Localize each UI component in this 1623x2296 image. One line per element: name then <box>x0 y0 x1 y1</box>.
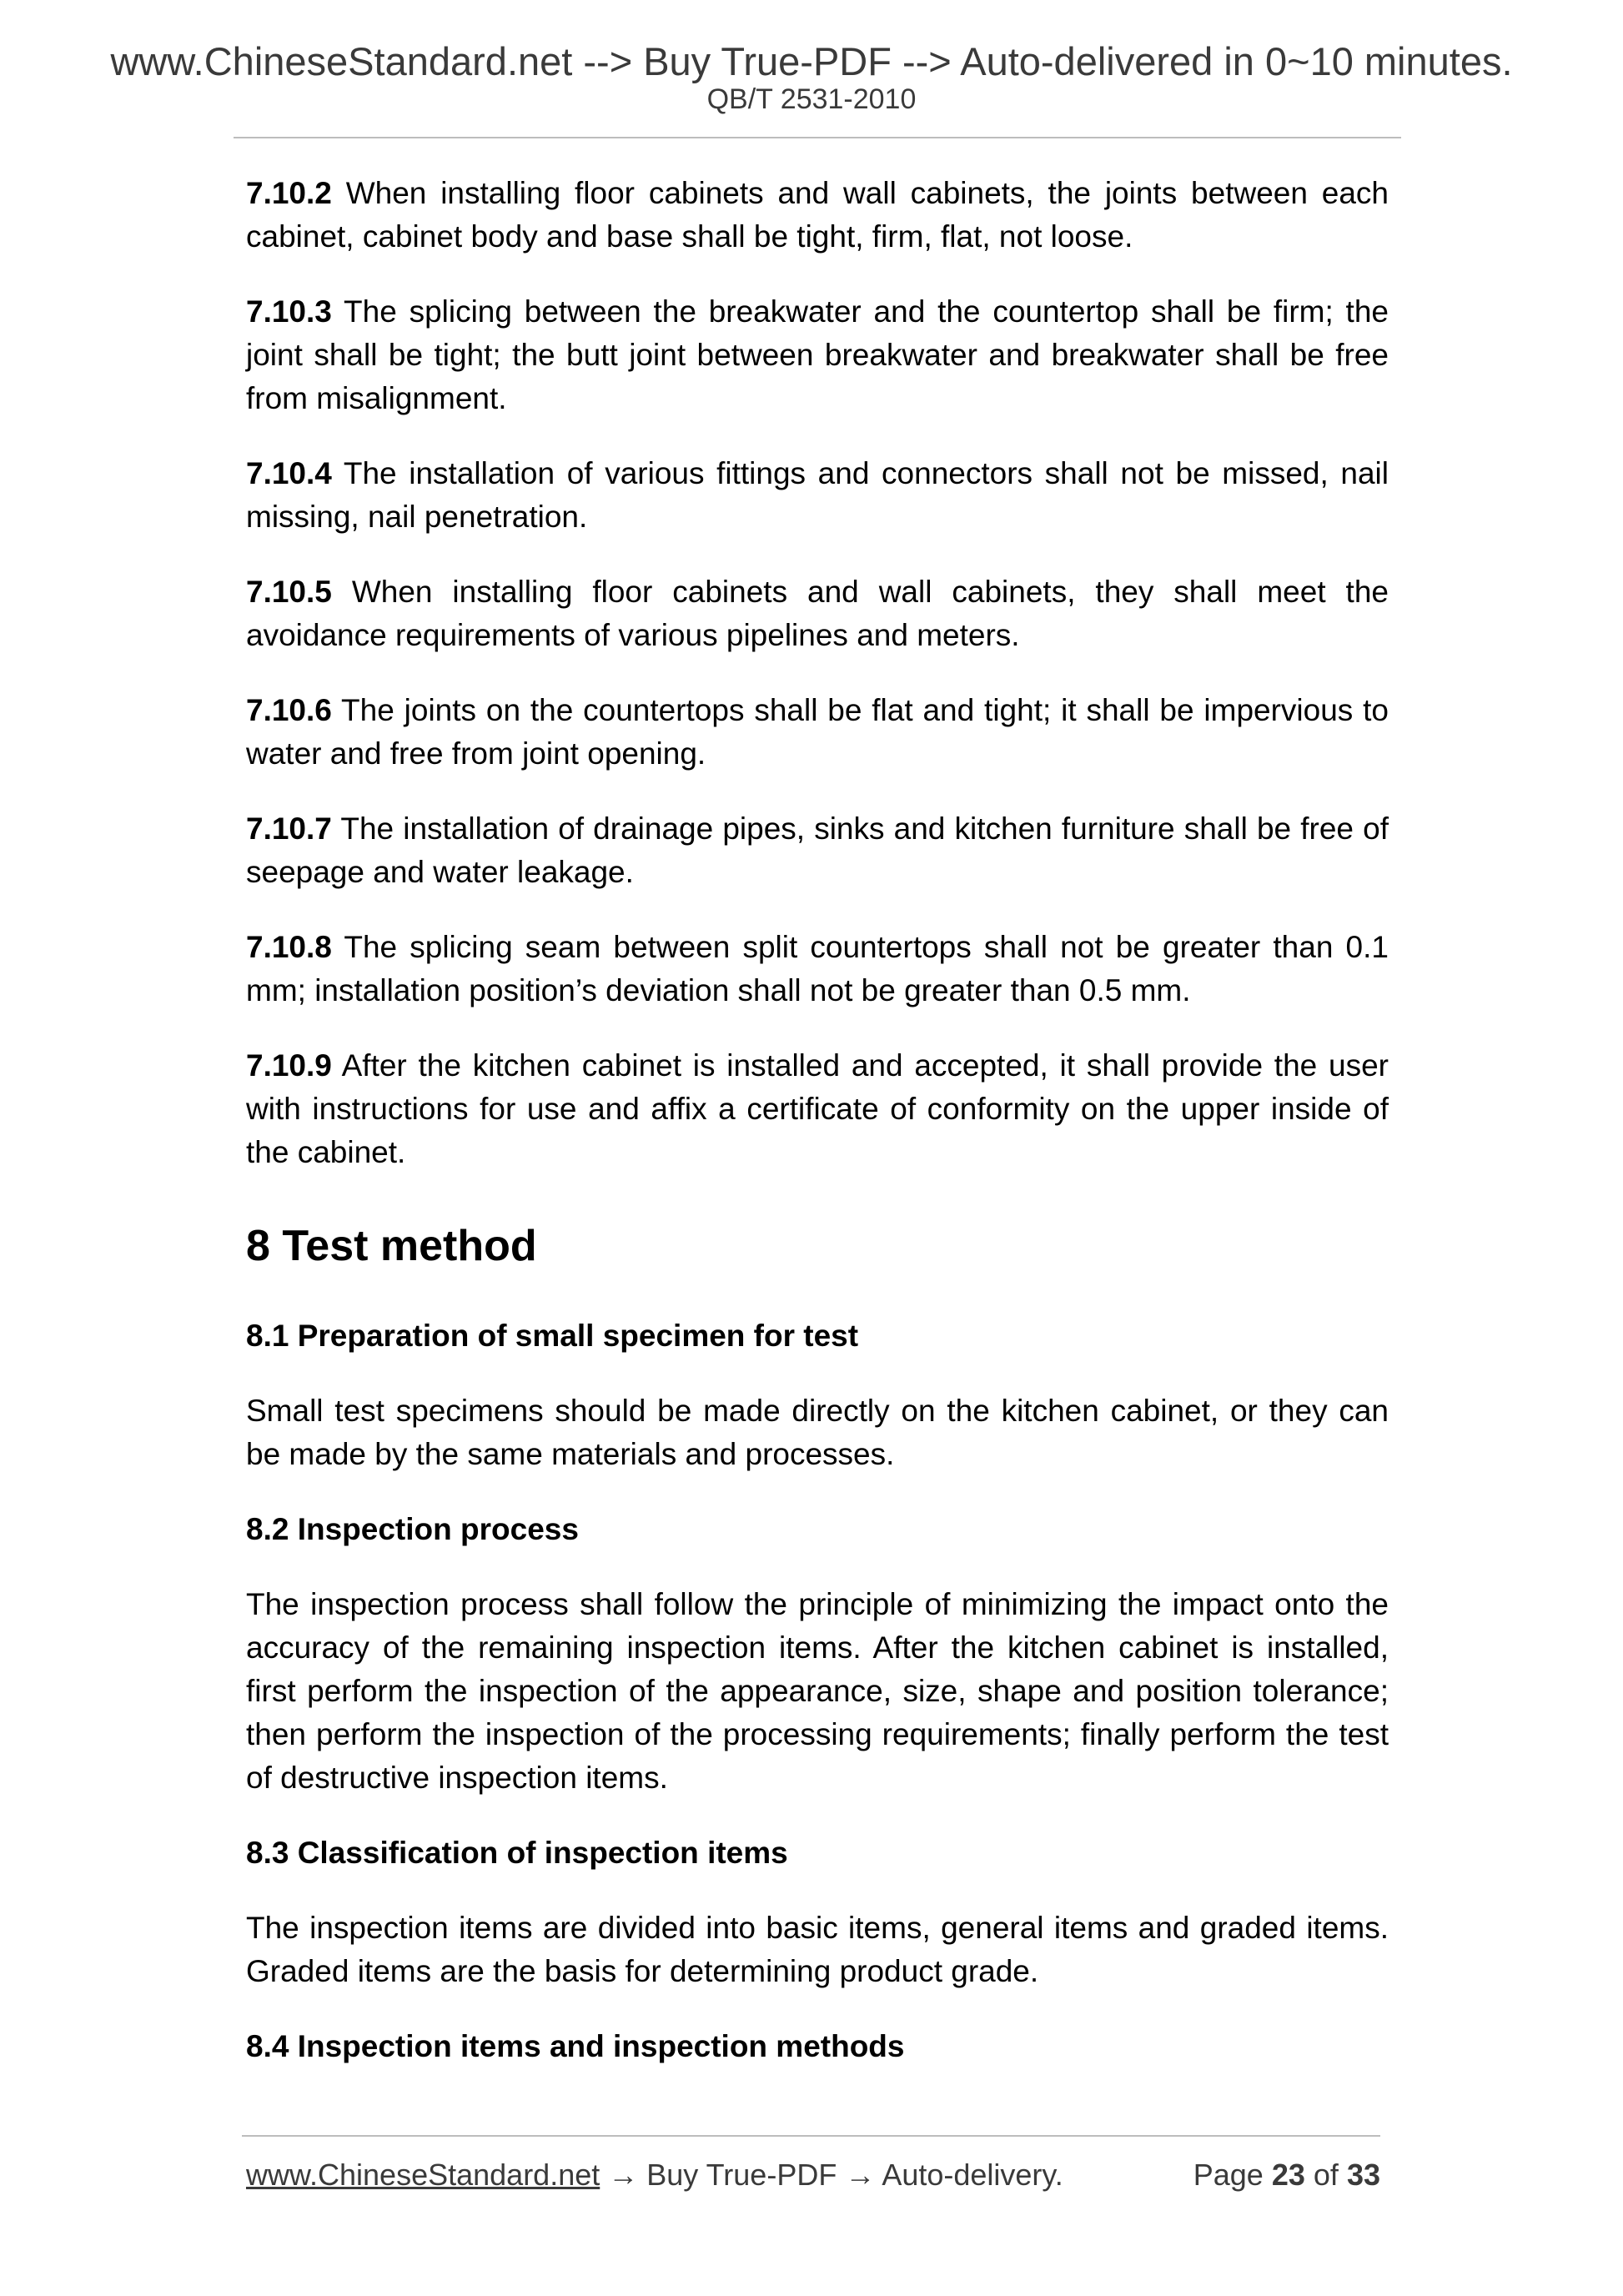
section-8-1-text: Small test specimens should be made directly on the kitchen cabinet, or they can be made by the same materials and processes. <box>246 1394 1389 1471</box>
footer-tagline: → Buy True-PDF → Auto-delivery. <box>600 2158 1063 2192</box>
page-footer <box>246 2157 1380 2193</box>
section-8-2-heading: 8.2 Inspection process <box>246 1512 579 1546</box>
header-banner: www.ChineseStandard.net --> Buy True-PDF --> Auto-delivered in 0~10 minutes. <box>110 39 1513 83</box>
clause-number: 7.10.2 <box>246 176 332 210</box>
of-label: of <box>1313 2158 1339 2192</box>
clause-text: The splicing seam between split countertops shall not be greater than 0.1 mm; installation position’s deviation shall not be greater than 0.5 mm. <box>246 930 1389 1007</box>
section-8-2-text: The inspection process shall follow the principle of minimizing the impact onto the accuracy of the remaining inspection items. After the kitchen cabinet is installed, first perform the inspection of the appearance, size, shape and position tolerance; then perform the inspection of the processing requirements; finally perform the test of destructive inspection items. <box>246 1587 1389 1795</box>
clause-text: The installation of various fittings and connectors shall not be missed, nail missing, nail penetration. <box>246 456 1389 534</box>
clause-7-10-6 <box>246 689 1389 776</box>
clause-7-10-7 <box>246 807 1389 894</box>
page-indicator <box>1193 2157 1380 2193</box>
clause-number: 7.10.6 <box>246 693 332 727</box>
clause-7-10-8 <box>246 926 1389 1012</box>
section-8-4-heading: 8.4 Inspection items and inspection methods <box>246 2029 905 2063</box>
clause-number: 7.10.4 <box>246 456 332 490</box>
document-number: QB/T 2531-2010 <box>706 83 917 115</box>
clause-text: When installing floor cabinets and wall cabinets, they shall meet the avoidance requirements of various pipelines and meters. <box>246 575 1389 652</box>
clause-number: 7.10.7 <box>246 811 332 846</box>
clause-number: 7.10.8 <box>246 930 332 964</box>
total-pages: 33 <box>1346 2158 1380 2192</box>
clause-text: The splicing between the breakwater and the countertop shall be firm; the joint shall be tight; the butt joint between breakwater and breakwater shall be free from misalignment. <box>246 294 1389 415</box>
page-body <box>246 172 1389 2100</box>
footer-divider <box>242 2135 1380 2137</box>
clause-number: 7.10.9 <box>246 1048 332 1083</box>
clause-7-10-4 <box>246 452 1389 539</box>
page-number: 23 <box>1271 2158 1305 2192</box>
header-divider <box>234 137 1401 138</box>
clause-7-10-2 <box>246 172 1389 259</box>
section-8-1-heading: 8.1 Preparation of small specimen for test <box>246 1319 859 1353</box>
section-8-3-text: The inspection items are divided into basic items, general items and graded items. Graded items are the basis for determining product grade. <box>246 1911 1389 1988</box>
clause-7-10-9 <box>246 1044 1389 1174</box>
clause-text: After the kitchen cabinet is installed and accepted, it shall provide the user with instructions for use and affix a certificate of conformity on the upper inside of the cabinet. <box>246 1048 1389 1169</box>
clause-text: The joints on the countertops shall be flat and tight; it shall be impervious to water and free from joint opening. <box>246 693 1389 771</box>
website-link[interactable]: www.ChineseStandard.net <box>246 2158 600 2192</box>
clause-7-10-5 <box>246 570 1389 657</box>
section-8-title: 8 Test method <box>246 1222 537 1270</box>
clause-text: When installing floor cabinets and wall cabinets, the joints between each cabinet, cabinet body and base shall be tight, firm, flat, not loose. <box>246 176 1389 254</box>
clause-number: 7.10.5 <box>246 575 332 609</box>
clause-text: The installation of drainage pipes, sinks and kitchen furniture shall be free of seepage and water leakage. <box>246 811 1389 889</box>
clause-7-10-3 <box>246 290 1389 420</box>
section-8-3-heading: 8.3 Classification of inspection items <box>246 1836 788 1870</box>
clause-number: 7.10.3 <box>246 294 332 329</box>
page-label: Page <box>1193 2158 1264 2192</box>
